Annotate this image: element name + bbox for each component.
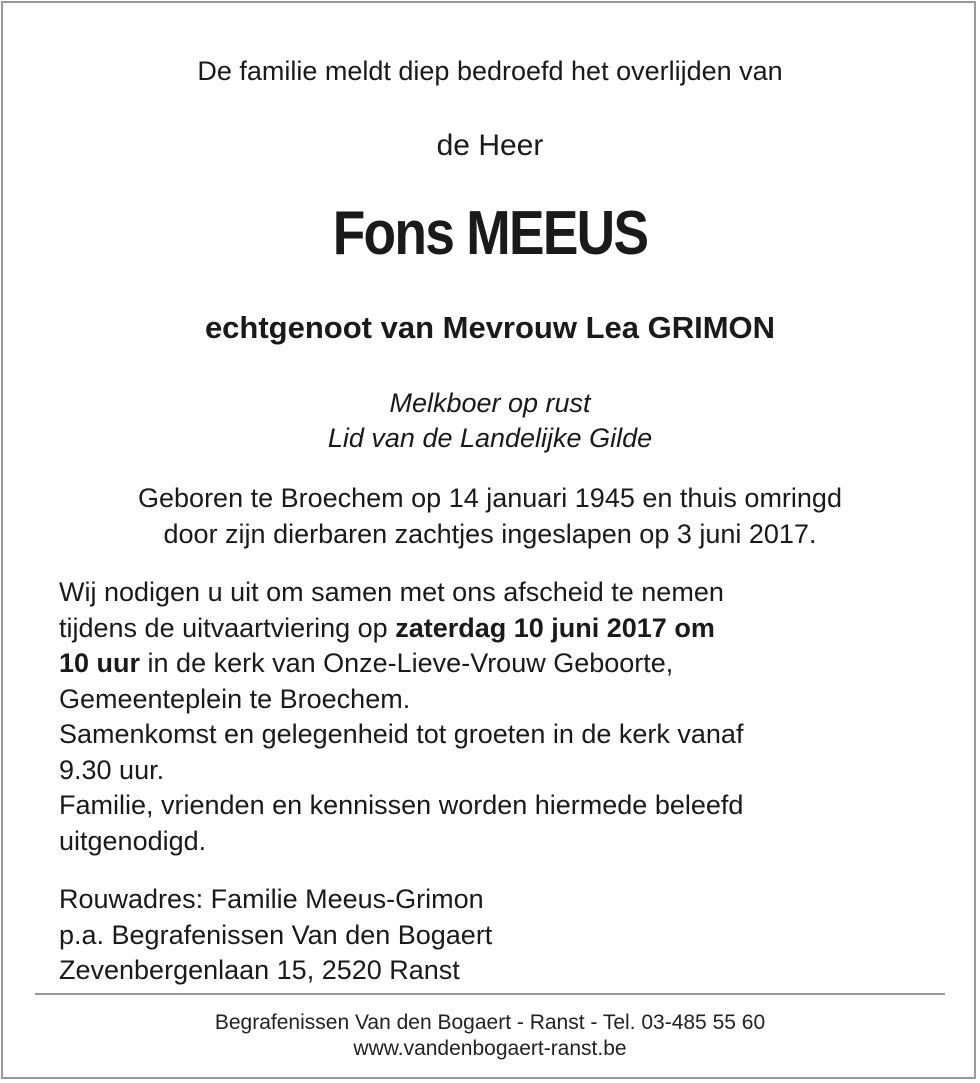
- invitation-line: Samenkomst en gelegenheid tot groeten in de kerk vanaf: [59, 719, 744, 749]
- invitation-line: [59, 646, 939, 682]
- invitation-line: [59, 611, 939, 647]
- footer-contact: Begrafenissen Van den Bogaert - Ranst - Tel. 03-485 55 60: [214, 1011, 766, 1034]
- invitation-line: uitgenodigd.: [59, 825, 207, 856]
- address-line: Zevenbergenlaan 15, 2520 Ranst: [59, 955, 460, 985]
- death-line: door zijn dierbaren zachtjes ingeslapen op 3 juni 2017.: [163, 519, 817, 549]
- ceremony-time: 10 uur: [59, 648, 141, 678]
- intro-text: De familie meldt diep bedroefd het overlijden van: [197, 56, 783, 86]
- invitation-block: [59, 575, 939, 859]
- ceremony-date: zaterdag 10 juni 2017 om: [395, 612, 715, 643]
- invitation-text: in de kerk van Onze-Lieve-Vrouw Geboorte,: [140, 648, 674, 678]
- invitation-line: Familie, vrienden en kennissen worden hiermede beleefd: [59, 790, 744, 820]
- footer-website-link[interactable]: www.vandenbogaert-ranst.be: [353, 1037, 627, 1060]
- address-line: Rouwadres: Familie Meeus-Grimon: [59, 884, 484, 914]
- spouse-line: echtgenoot van Mevrouw Lea GRIMON: [204, 310, 776, 345]
- invitation-line: 9.30 uur.: [59, 754, 165, 785]
- invitation-line: Wij nodigen u uit om samen met ons afscheid te nemen: [59, 577, 724, 607]
- roles-block: [0, 386, 980, 456]
- invitation-text: tijdens de uitvaartviering op: [59, 612, 396, 643]
- footer-divider: [35, 993, 945, 995]
- address-line: p.a. Begrafenissen Van den Bogaert: [59, 919, 493, 950]
- birth-death-block: [0, 480, 980, 552]
- honorific-title: de Heer: [436, 129, 544, 162]
- role-line: Lid van de Landelijke Gilde: [327, 423, 653, 453]
- footer: [0, 1010, 980, 1062]
- deceased-name: Fons MEEUS: [332, 199, 648, 268]
- invitation-line: Gemeenteplein te Broechem.: [59, 683, 411, 714]
- role-line: Melkboer op rust: [389, 388, 591, 418]
- mourning-address: [59, 882, 939, 989]
- birth-line: Geboren te Broechem op 14 januari 1945 en thuis omringd: [138, 483, 842, 513]
